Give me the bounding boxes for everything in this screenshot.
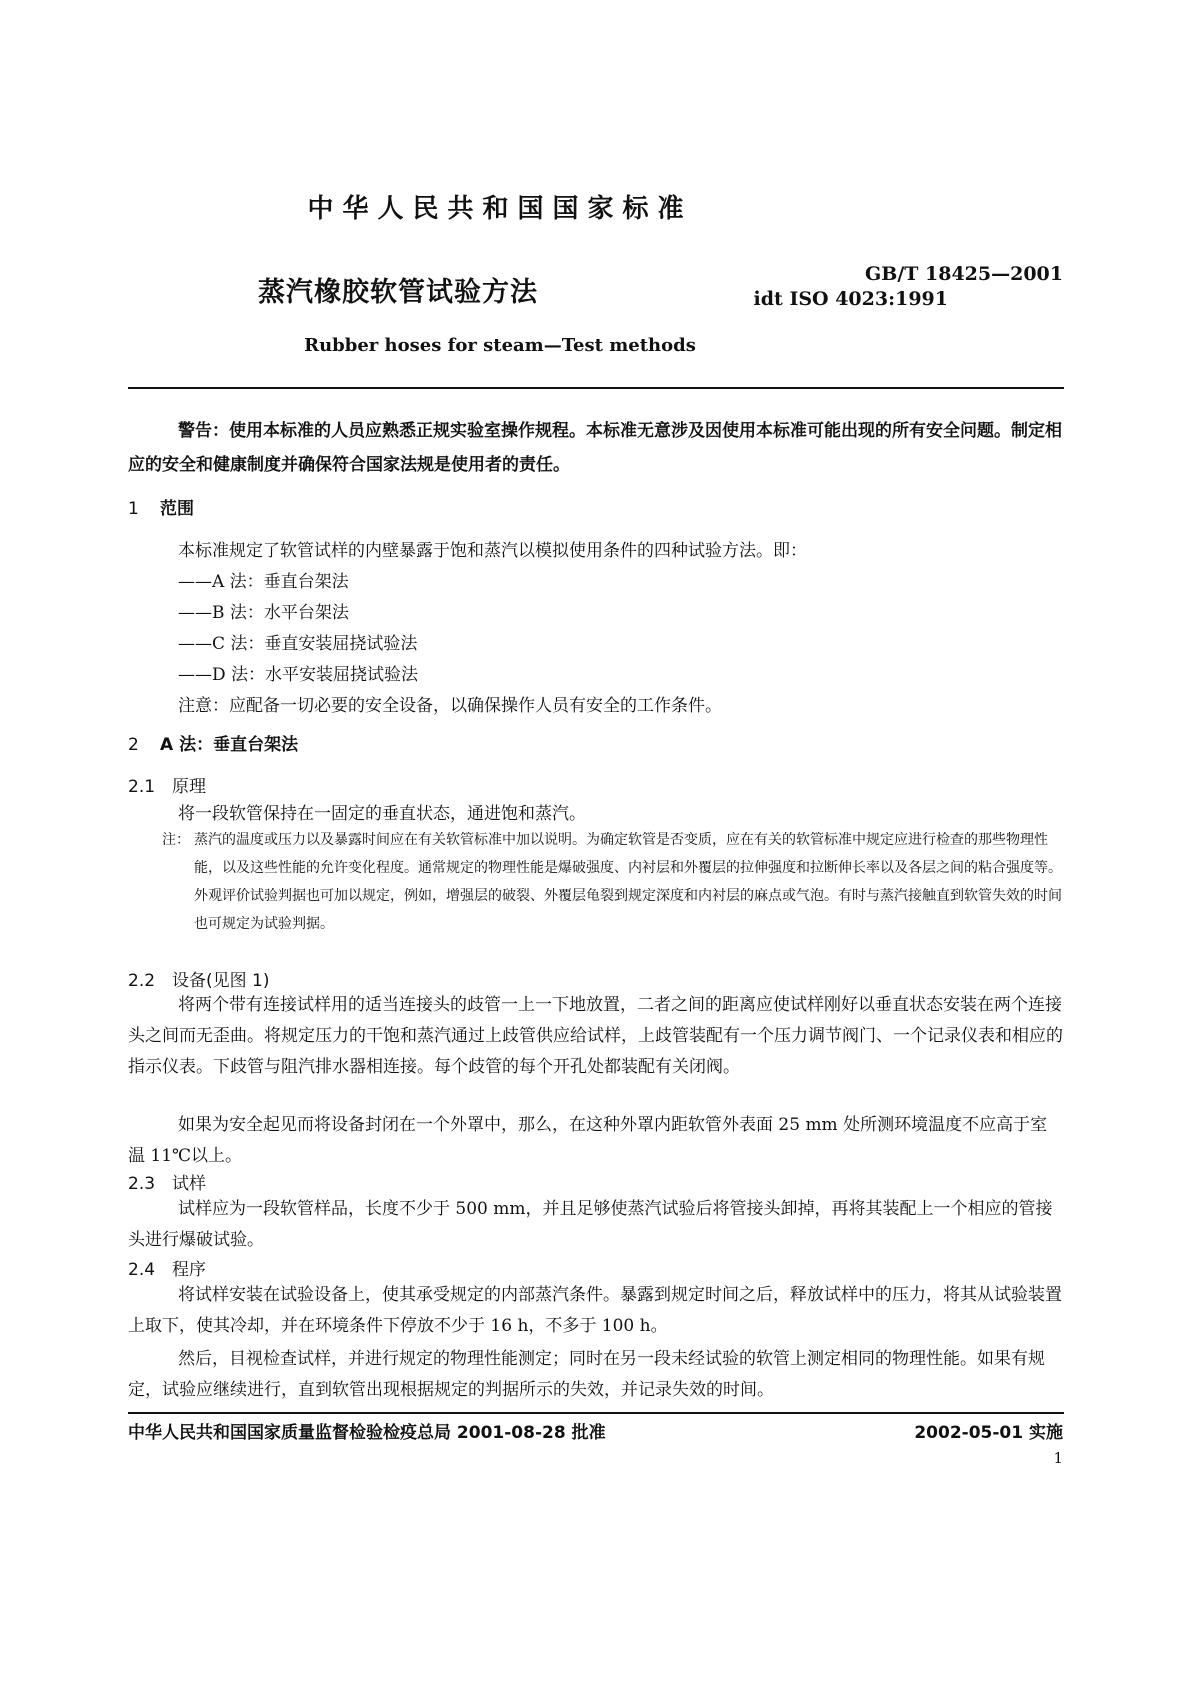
- english-title: Rubber hoses for steam—Test methods: [304, 335, 696, 356]
- section-2-heading: [128, 730, 298, 755]
- section-title: 范围: [160, 499, 194, 519]
- principle-note: [162, 826, 1064, 938]
- procedure-paragraph-1: 将试样安装在试验设备上，使其承受规定的内部蒸汽条件。暴露到规定时间之后，释放试样中的压力，将其从试验装置上取下，使其冷却，并在环境条件下停放不少于 16 h，不多于 100 h。: [128, 1285, 1062, 1336]
- subsection-number: 2.3: [128, 1174, 156, 1194]
- section-1-body: [178, 536, 1064, 722]
- subsection-title: 程序: [172, 1260, 206, 1280]
- effective-date: 2002-05-01 实施: [914, 1423, 1063, 1443]
- subsection-2-3-heading: [128, 1169, 206, 1194]
- header-divider: [128, 387, 1064, 389]
- apparatus-paragraph-2: 如果为安全起见而将设备封闭在一个外罩中，那么，在这种外罩内距软管外表面 25 mm 处所测环境温度不应高于室温 11℃以上。: [128, 1115, 1048, 1166]
- note-body: 蒸汽的温度或压力以及暴露时间应在有关软管标准中加以说明。为确定软管是否变质，应在有关的软管标准中规定应进行检查的那些物理性能，以及这些性能的允许变化程度。通常规定的物理性能是爆破强度、内衬层和外覆层的拉伸强度和拉断伸长率以及各层之间的粘合强度等。外观评价试验判据也可加以规定，例如，增强层的破裂、外覆层龟裂到规定深度和内衬层的麻点或气泡。有时与蒸汽接触直到软管失效的时间也可规定为试验判据。: [194, 832, 1062, 932]
- footer-divider: [128, 1412, 1064, 1414]
- procedure-paragraph-2: 然后，目视检查试样，并进行规定的物理性能测定；同时在另一段未经试验的软管上测定相同的物理性能。如果有规定，试验应继续进行，直到软管出现根据规定的判据所示的失效，并记录失效的时间。: [128, 1349, 1045, 1400]
- method-c-item: ——C 法：垂直安装屈挠试验法: [178, 634, 418, 654]
- iso-code: idt ISO 4023:1991: [753, 288, 948, 310]
- standard-code: GB/T 18425—2001: [865, 263, 1063, 285]
- method-b-item: ——B 法：水平台架法: [178, 603, 349, 623]
- document-title: 蒸汽橡胶软管试验方法: [258, 277, 538, 308]
- note-label: 注：: [162, 832, 190, 848]
- subsection-title: 设备(见图 1): [172, 971, 270, 991]
- section-number: 2: [128, 735, 139, 755]
- subsection-2-1-heading: [128, 772, 206, 797]
- approval-line: 中华人民共和国国家质量监督检验检疫总局 2001-08-28 批准: [128, 1423, 606, 1443]
- warning-text: 警告：使用本标准的人员应熟悉正规实验室操作规程。本标准无意涉及因使用本标准可能出现的所有安全问题。制定相应的安全和健康制度并确保符合国家法规是使用者的责任。: [128, 421, 1062, 475]
- apparatus-paragraph-1: 将两个带有连接试样用的适当连接头的歧管一上一下地放置，二者之间的距离应使试样刚好以垂直状态安装在两个连接头之间而无歪曲。将规定压力的干饱和蒸汽通过上歧管供应给试样，上歧管装配有一个压力调节阀门、一个记录仪表和相应的指示仪表。下歧管与阻汽排水器相连接。每个歧管的每个开孔处都装配有关闭阀。: [128, 995, 1063, 1077]
- principle-text: 将一段软管保持在一固定的垂直状态，通进饱和蒸汽。: [178, 804, 586, 824]
- subsection-number: 2.2: [128, 971, 156, 991]
- national-standard-heading: 中华人民共和国国家标准: [307, 194, 693, 224]
- subsection-number: 2.1: [128, 777, 156, 797]
- subsection-2-2-heading: [128, 966, 269, 991]
- method-d-item: ——D 法：水平安装屈挠试验法: [178, 665, 419, 685]
- section-1-heading: [128, 494, 194, 519]
- subsection-2-4-heading: [128, 1255, 206, 1280]
- safety-note: 注意：应配备一切必要的安全设备，以确保操作人员有安全的工作条件。: [178, 696, 722, 716]
- page-number: 1: [1053, 1449, 1063, 1467]
- section-title: A 法：垂直台架法: [160, 735, 299, 755]
- section-number: 1: [128, 499, 139, 519]
- method-a-item: ——A 法：垂直台架法: [178, 572, 349, 592]
- scope-intro: 本标准规定了软管试样的内壁暴露于饱和蒸汽以模拟使用条件的四种试验方法。即：: [178, 541, 807, 561]
- subsection-title: 原理: [172, 777, 206, 797]
- subsection-number: 2.4: [128, 1260, 156, 1280]
- test-piece-text: 试样应为一段软管样品，长度不少于 500 mm，并且足够使蒸汽试验后将管接头卸掉，再将其装配上一个相应的管接头进行爆破试验。: [128, 1199, 1053, 1250]
- subsection-title: 试样: [172, 1174, 206, 1194]
